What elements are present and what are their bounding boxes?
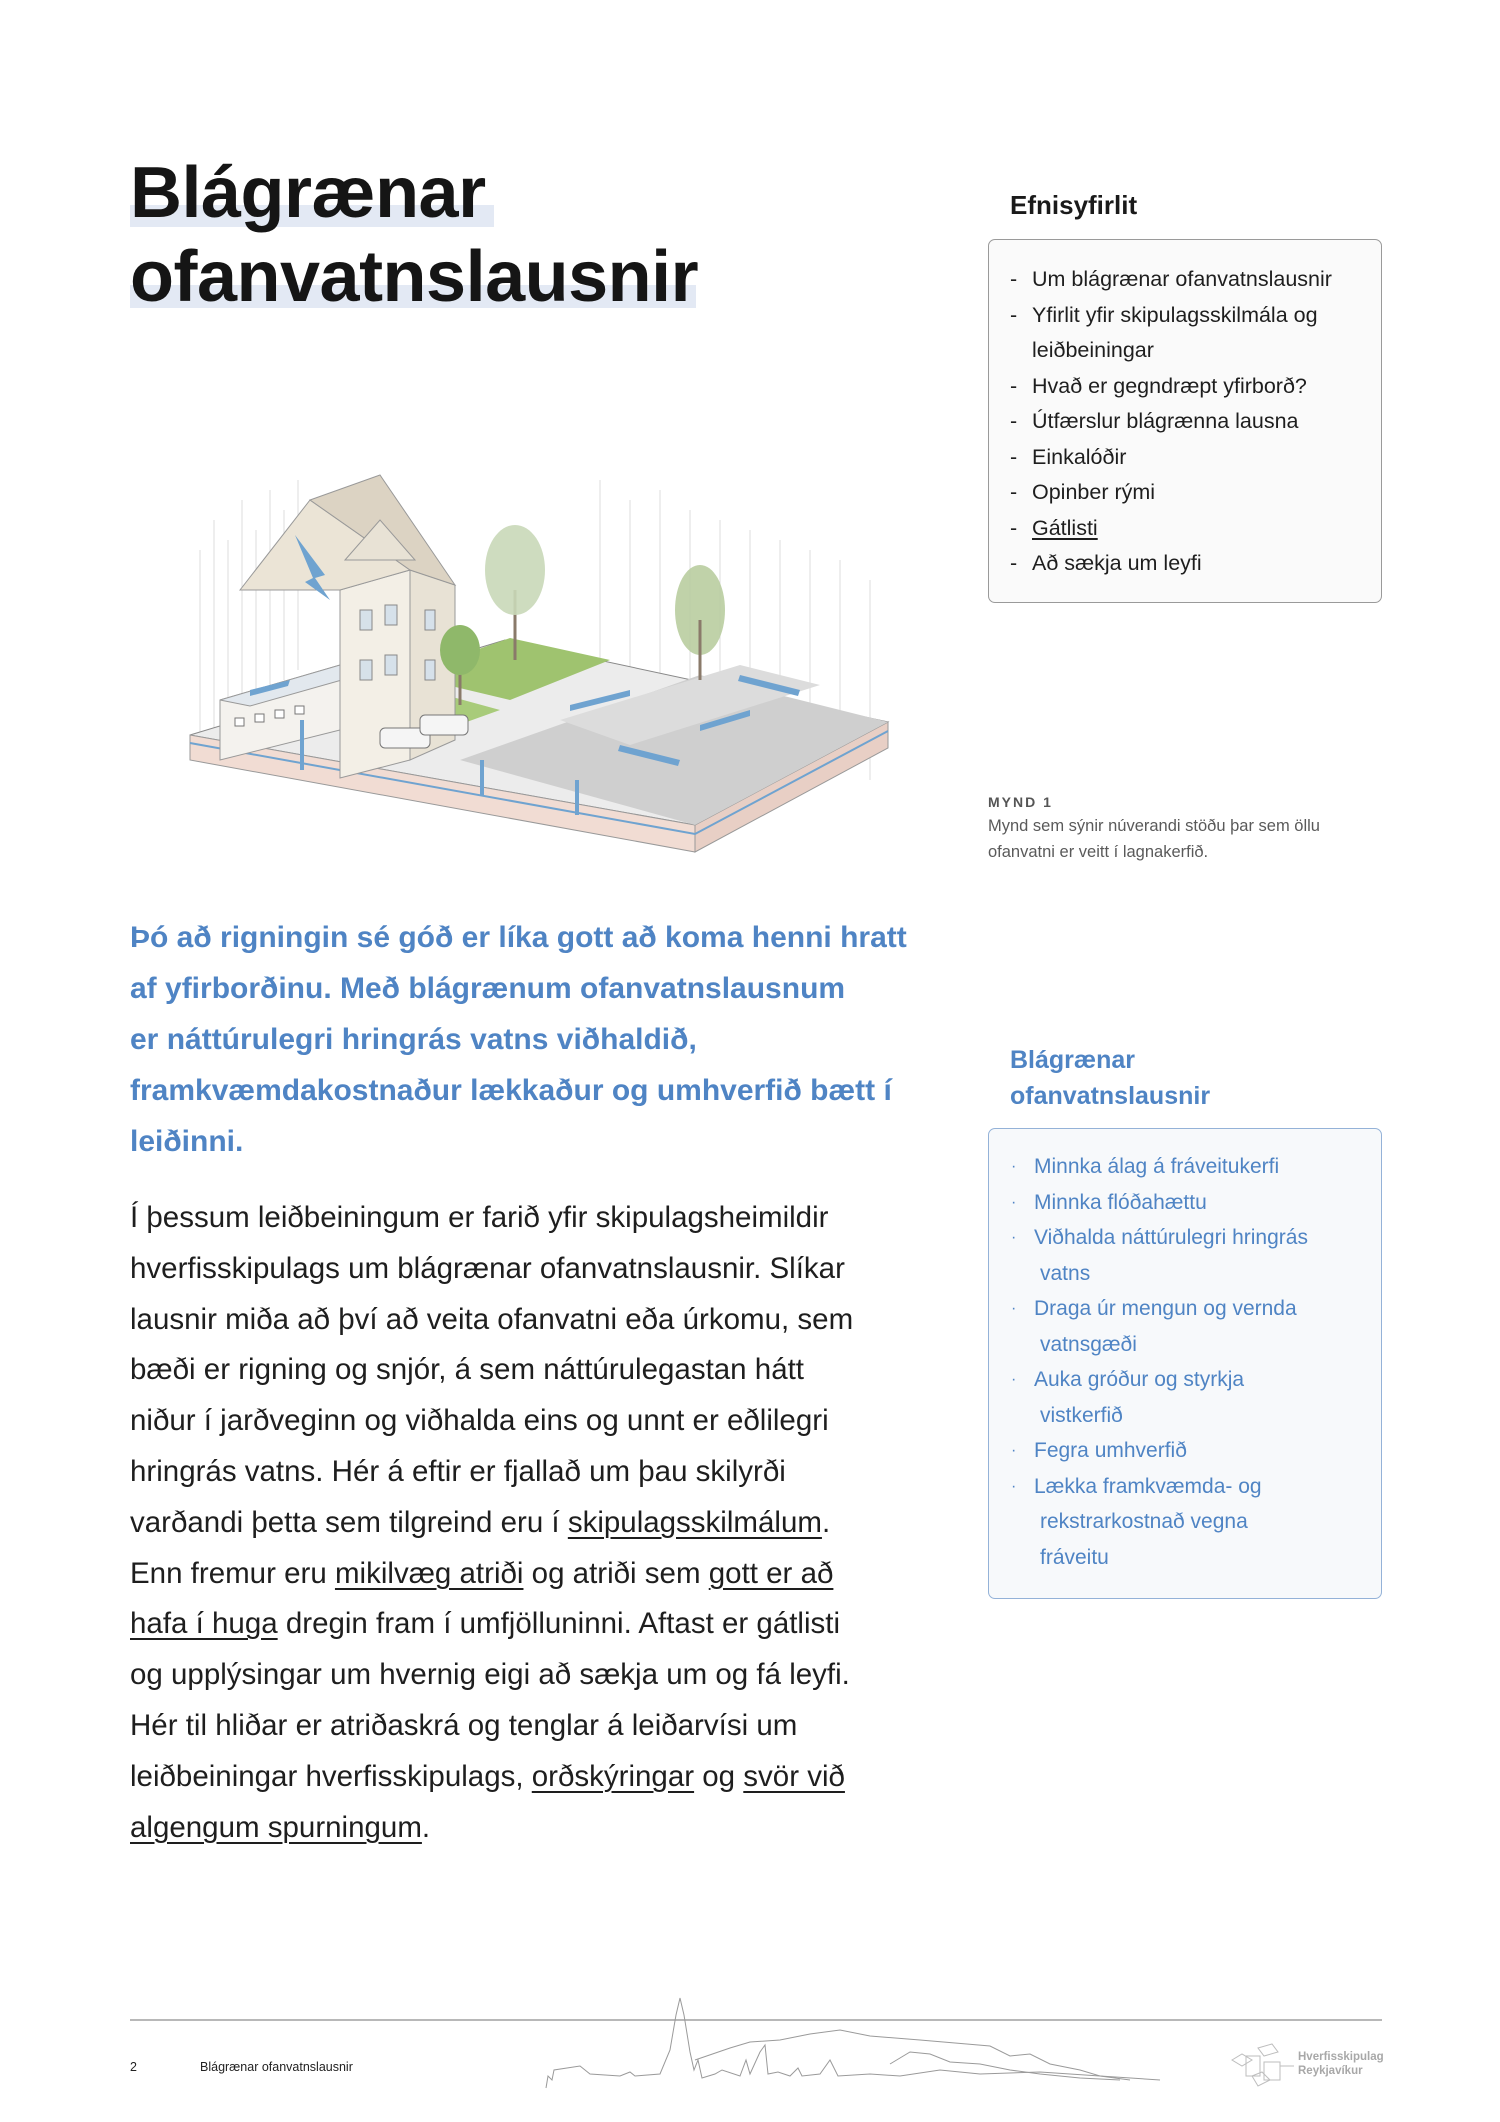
toc-item[interactable] (1010, 262, 1332, 298)
body-text-segment: varðandi þetta sem tilgreind eru í (130, 1505, 568, 1539)
benefits-box (988, 1128, 1382, 1599)
bullet-dot-icon: · (1011, 1193, 1017, 1211)
body-line (130, 1193, 853, 1244)
body-link[interactable]: hafa í huga (130, 1607, 278, 1641)
body-link[interactable]: svör við (743, 1759, 845, 1793)
body-text-segment: hringrás vatns. Hér á eftir er fjallað um þau skilyrði (130, 1454, 786, 1488)
body-line (130, 1599, 853, 1650)
benefit-item (1011, 1185, 1308, 1221)
toc-item-label[interactable]: Útfærslur blágrænna lausna (1032, 409, 1299, 433)
dash-bullet-icon: - (1010, 373, 1018, 398)
body-text-segment: . (421, 1810, 431, 1844)
body-paragraph (130, 1193, 853, 1853)
body-text-segment: bæði er rigning og snjór, á sem náttúrulegastan hátt (130, 1353, 804, 1387)
body-link[interactable]: algengum spurningum (130, 1810, 422, 1844)
body-line (130, 1396, 853, 1447)
figure-caption: Mynd sem sýnir núverandi stöðu þar sem öllu ofanvatni er veitt í lagnakerfið. (988, 817, 1320, 861)
toc-item[interactable] (1010, 440, 1332, 476)
lead-line: leiðinni. (130, 1125, 244, 1158)
benefit-item-label: rekstrarkostnað vegna (1040, 1510, 1248, 1533)
body-text-segment: Hér til hliðar er atriðaskrá og tenglar á leiðarvísi um (130, 1708, 798, 1742)
bullet-dot-icon: · (1011, 1229, 1017, 1246)
toc-title: Efnisyfirlit (1010, 190, 1138, 220)
skyline-illustration (540, 1990, 1170, 2090)
body-link[interactable]: skipulagsskilmálum (567, 1505, 822, 1539)
benefit-item-label: vatnsgæði (1040, 1332, 1137, 1356)
body-text-segment: leiðbeiningar hverfisskipulags, (130, 1759, 532, 1793)
body-text-segment: og upplýsingar um hvernig eigi að sækja um og fá leyfi. (130, 1658, 850, 1692)
body-text-segment: lausnir miða að því að veita ofanvatni eða úrkomu, sem (130, 1302, 854, 1336)
body-text-segment: Í þessum leiðbeiningum er farið yfir skipulagsheimildir (130, 1201, 829, 1234)
dash-bullet-icon: - (1010, 267, 1018, 291)
toc-item[interactable] (1010, 369, 1332, 405)
benefit-item (1011, 1220, 1308, 1291)
bullet-dot-icon: · (1011, 1371, 1017, 1388)
footer-document-title: Blágrænar ofanvatnslausnir (200, 2060, 353, 2074)
body-line (130, 1752, 853, 1803)
lead-line: framkvæmdakostnaður lækkaður og umhverfið bætt í (130, 1074, 892, 1107)
lead-line: Þó að rigningin sé góð er líka gott að koma henni hratt (130, 921, 907, 954)
body-text-segment: og (694, 1759, 744, 1793)
benefit-item-label: Fegra umhverfið (1034, 1439, 1187, 1462)
toc-item[interactable] (1010, 475, 1332, 511)
toc-item-label[interactable]: leiðbeiningar (1032, 338, 1154, 362)
benefit-item (1011, 1433, 1308, 1469)
benefit-item (1011, 1469, 1308, 1576)
dash-bullet-icon: - (1010, 409, 1018, 433)
toc-item[interactable] (1010, 546, 1332, 582)
page-title-line: Blágrænar (130, 153, 486, 233)
page-title-line: ofanvatnslausnir (130, 237, 699, 317)
toc-item-label[interactable]: Hvað er gegndræpt yfirborð? (1032, 373, 1307, 398)
body-link[interactable]: gott er að (708, 1556, 834, 1590)
lead-line: er náttúrulegri hringrás vatns viðhaldið, (130, 1023, 697, 1056)
benefit-item-label: Lækka framkvæmda- og (1034, 1474, 1262, 1498)
toc-item-label[interactable]: Yfirlit yfir skipulagsskilmála og (1032, 302, 1318, 327)
stormwater-illustration (180, 460, 900, 870)
bullet-dot-icon: · (1011, 1477, 1017, 1495)
bullet-dot-icon: · (1011, 1442, 1017, 1459)
body-link[interactable]: mikilvæg atriði (334, 1556, 524, 1590)
toc-list (1010, 262, 1332, 582)
sidebar-box-title-line: ofanvatnslausnir (1010, 1082, 1211, 1110)
logo-text (1298, 2050, 1384, 2078)
benefit-item-label: Minnka flóðahættu (1034, 1190, 1207, 1214)
benefit-item-label: Minnka álag á fráveitukerfi (1034, 1155, 1280, 1178)
body-text-segment: hverfisskipulags um blágrænar ofanvatnslausnir. Slíkar (130, 1251, 845, 1285)
bullet-dot-icon: · (1011, 1158, 1017, 1175)
page-number: 2 (130, 2060, 137, 2074)
toc-item-label[interactable]: Opinber rými (1032, 480, 1156, 504)
benefit-item (1011, 1362, 1308, 1433)
body-line (130, 1650, 853, 1701)
benefit-item-label: Auka gróður og styrkja (1034, 1368, 1245, 1391)
body-text-segment: og atriði sem (523, 1556, 709, 1590)
body-text-segment: . (821, 1505, 831, 1539)
benefits-list (1011, 1149, 1308, 1575)
body-line (130, 1447, 853, 1498)
benefit-item-label: vatns (1040, 1261, 1091, 1285)
benefit-item-label: vistkerfið (1040, 1403, 1123, 1427)
toc-item[interactable] (1010, 404, 1332, 440)
figure-label: MYND 1 (988, 794, 1053, 810)
logo-text-line: Reykjavíkur (1298, 2065, 1363, 2077)
toc-item-label[interactable]: Um blágrænar ofanvatnslausnir (1032, 267, 1332, 291)
benefit-item (1011, 1291, 1308, 1362)
body-line (130, 1345, 853, 1396)
lead-line: af yfirborðinu. Með blágrænum ofanvatnslausnum (130, 972, 846, 1005)
body-text-segment: dregin fram í umfjölluninni. Aftast er gátlisti (277, 1607, 841, 1641)
toc-item[interactable] (1010, 511, 1332, 547)
body-text-segment: Enn fremur eru (130, 1556, 335, 1590)
dash-bullet-icon: - (1010, 444, 1018, 469)
toc-item-label[interactable]: Einkalóðir (1032, 444, 1127, 469)
benefit-item-label: Draga úr mengun og vernda (1034, 1297, 1297, 1320)
benefit-item-label: fráveitu (1040, 1545, 1109, 1569)
sidebar-box-title-line: Blágrænar (1010, 1046, 1136, 1074)
toc-link[interactable]: Gátlisti (1032, 515, 1098, 540)
toc-item[interactable] (1010, 298, 1332, 369)
dash-bullet-icon: - (1010, 480, 1018, 504)
lead-paragraph (130, 912, 907, 1167)
toc-item-label[interactable]: Að sækja um leyfi (1032, 551, 1202, 575)
dash-bullet-icon: - (1010, 551, 1018, 575)
body-line (130, 1498, 853, 1549)
bullet-dot-icon: · (1011, 1300, 1017, 1317)
benefit-item-label: Viðhalda náttúrulegri hringrás (1034, 1226, 1308, 1249)
benefit-item (1011, 1149, 1308, 1185)
body-link[interactable]: orðskýringar (531, 1759, 695, 1793)
logo-text-line: Hverfisskipulag (1298, 2051, 1384, 2063)
hverfisskipulag-logo-icon (1228, 2040, 1296, 2088)
body-line (130, 1295, 853, 1346)
toc-box (988, 239, 1382, 603)
dash-bullet-icon: - (1010, 302, 1018, 327)
dash-bullet-icon: - (1010, 515, 1018, 540)
body-text-segment: niður í jarðveginn og viðhalda eins og unnt er eðlilegri (130, 1404, 829, 1438)
body-line (130, 1549, 853, 1600)
body-line (130, 1244, 853, 1295)
body-line (130, 1803, 853, 1854)
body-line (130, 1701, 853, 1752)
sidebar-box-title (1010, 1042, 1210, 1114)
